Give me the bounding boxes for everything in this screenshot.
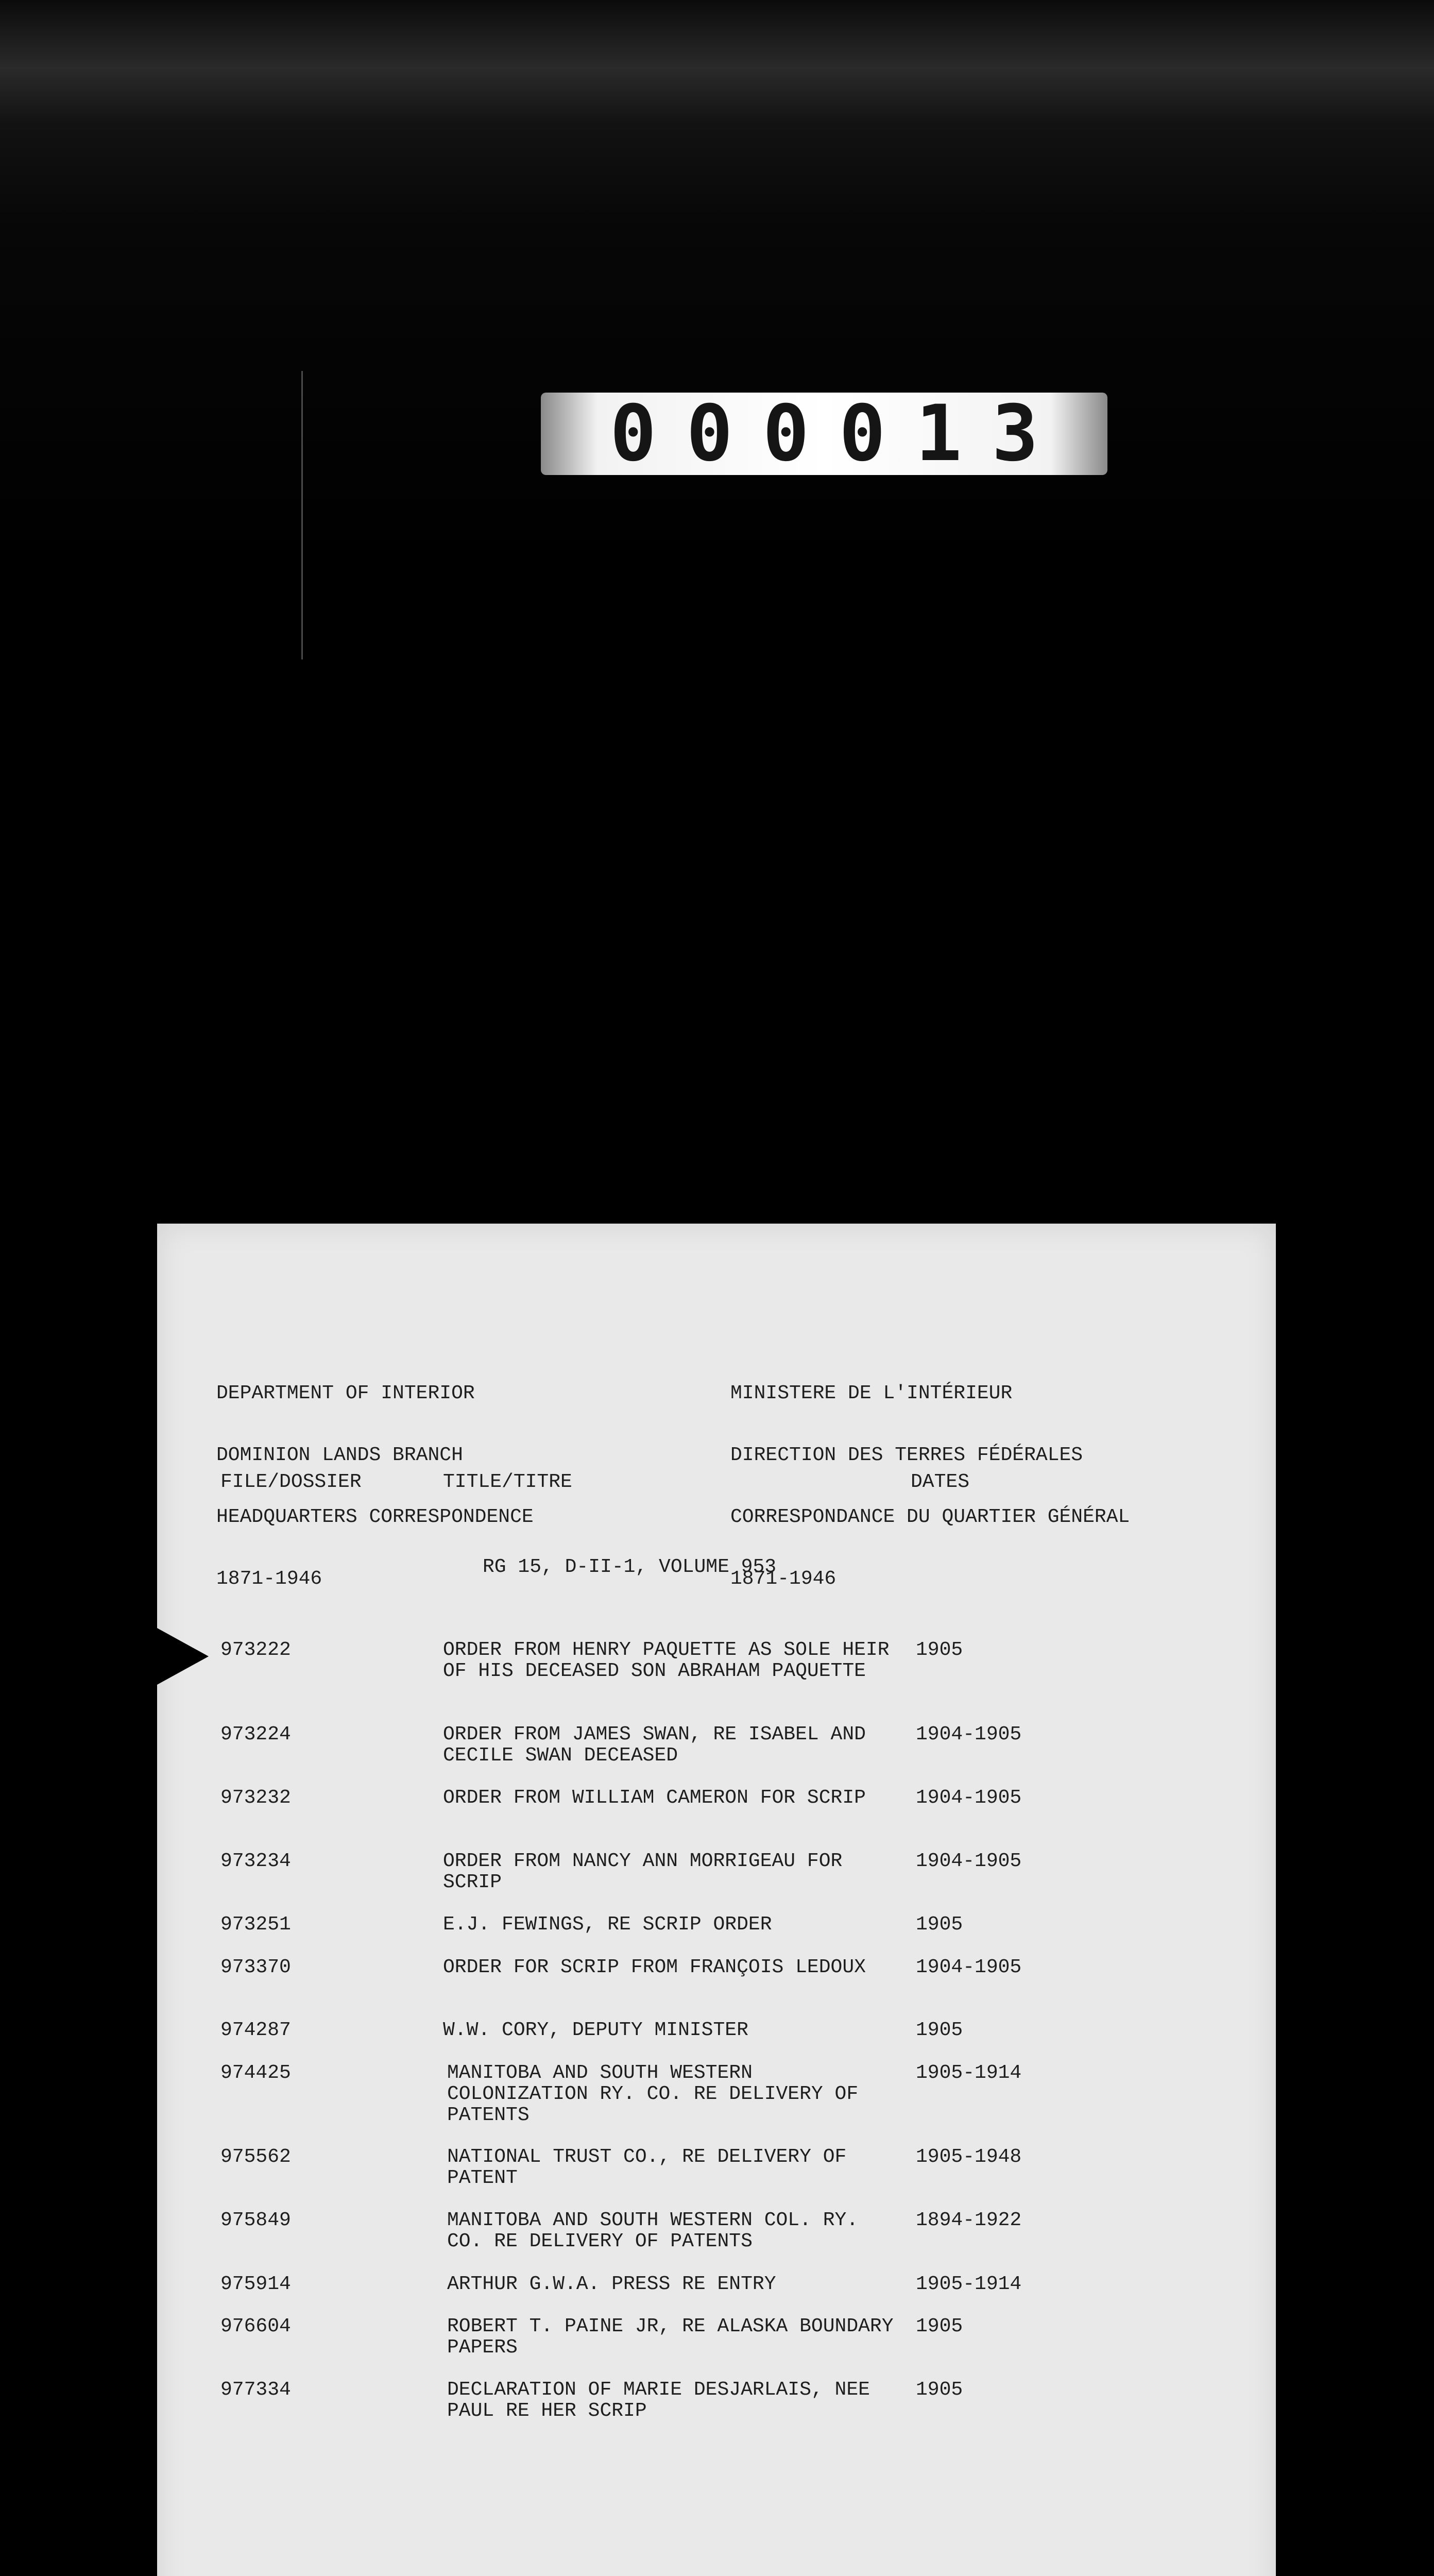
entry-dates: 1905 bbox=[916, 2315, 963, 2337]
entry-dates: 1904-1905 bbox=[916, 1723, 1022, 1745]
entry-title: MANITOBA AND SOUTH WESTERN COL. RY. CO. RE DELIVERY OF PATENTS bbox=[447, 2209, 859, 2252]
page-notch-mark bbox=[157, 1628, 209, 1685]
column-header-file: FILE/DOSSIER bbox=[220, 1471, 362, 1493]
entry-file-number: 976604 bbox=[220, 2315, 291, 2337]
entry-file-number: 973222 bbox=[220, 1639, 291, 1661]
film-scratch bbox=[301, 371, 303, 659]
entry-dates: 1894-1922 bbox=[916, 2209, 1022, 2231]
entry-title: ORDER FROM JAMES SWAN, RE ISABEL AND CECILE SWAN DECEASED bbox=[443, 1723, 866, 1767]
entry-dates: 1905-1948 bbox=[916, 2146, 1022, 2168]
film-leader-background bbox=[0, 0, 1434, 567]
entry-title: NATIONAL TRUST CO., RE DELIVERY OF PATENT bbox=[447, 2146, 847, 2189]
frame-counter-number: 000013 bbox=[610, 389, 1068, 479]
entry-file-number: 975914 bbox=[220, 2273, 291, 2295]
header-left-line: HEADQUARTERS CORRESPONDENCE bbox=[216, 1506, 534, 1528]
entry-file-number: 974425 bbox=[220, 2062, 291, 2084]
header-right-line: 1871-1946 bbox=[730, 1568, 836, 1590]
entry-title: ARTHUR G.W.A. PRESS RE ENTRY bbox=[447, 2273, 776, 2295]
frame-counter bbox=[541, 389, 1107, 479]
entry-title: ROBERT T. PAINE JR, RE ALASKA BOUNDARY PAPERS bbox=[447, 2315, 894, 2359]
header-left-line: DEPARTMENT OF INTERIOR bbox=[216, 1382, 475, 1404]
entry-file-number: 975562 bbox=[220, 2146, 291, 2168]
entry-title: ORDER FOR SCRIP FROM FRANÇOIS LEDOUX bbox=[443, 1956, 866, 1978]
entry-file-number: 973251 bbox=[220, 1913, 291, 1936]
entry-dates: 1905-1914 bbox=[916, 2273, 1022, 2295]
header-right-line: CORRESPONDANCE DU QUARTIER GÉNÉRAL bbox=[730, 1506, 1130, 1528]
entry-title: ORDER FROM HENRY PAQUETTE AS SOLE HEIR OF HIS DECEASED SON ABRAHAM PAQUETTE bbox=[443, 1639, 890, 1682]
header-left-line: 1871-1946 bbox=[216, 1568, 322, 1590]
header-right-line: MINISTERE DE L'INTÉRIEUR bbox=[730, 1382, 1013, 1404]
column-header-title: TITLE/TITRE bbox=[443, 1471, 572, 1493]
header-right-line: DIRECTION DES TERRES FÉDÉRALES bbox=[730, 1444, 1083, 1466]
entry-dates: 1905 bbox=[916, 1639, 963, 1661]
volume-heading: RG 15, D-II-1, VOLUME 953 bbox=[483, 1556, 777, 1578]
entry-file-number: 975849 bbox=[220, 2209, 291, 2231]
entry-title: ORDER FROM NANCY ANN MORRIGEAU FOR SCRIP bbox=[443, 1850, 843, 1893]
entry-title: ORDER FROM WILLIAM CAMERON FOR SCRIP bbox=[443, 1787, 866, 1809]
entry-title: DECLARATION OF MARIE DESJARLAIS, NEE PAUL RE HER SCRIP bbox=[447, 2379, 870, 2422]
column-header-dates: DATES bbox=[911, 1471, 970, 1493]
entry-title: W.W. CORY, DEPUTY MINISTER bbox=[443, 2019, 748, 2041]
entry-dates: 1904-1905 bbox=[916, 1787, 1022, 1809]
entry-file-number: 973232 bbox=[220, 1787, 291, 1809]
entry-dates: 1905-1914 bbox=[916, 2062, 1022, 2084]
header-left-line: DOMINION LANDS BRANCH bbox=[216, 1444, 463, 1466]
entry-file-number: 977334 bbox=[220, 2379, 291, 2401]
entry-dates: 1904-1905 bbox=[916, 1850, 1022, 1872]
entry-dates: 1905 bbox=[916, 1913, 963, 1936]
entry-dates: 1904-1905 bbox=[916, 1956, 1022, 1978]
entry-file-number: 973224 bbox=[220, 1723, 291, 1745]
entry-dates: 1905 bbox=[916, 2019, 963, 2041]
entry-file-number: 974287 bbox=[220, 2019, 291, 2041]
entry-dates: 1905 bbox=[916, 2379, 963, 2401]
entry-file-number: 973370 bbox=[220, 1956, 291, 1978]
entry-file-number: 973234 bbox=[220, 1850, 291, 1872]
entry-title: E.J. FEWINGS, RE SCRIP ORDER bbox=[443, 1913, 772, 1936]
entry-title: MANITOBA AND SOUTH WESTERN COLONIZATION RY. CO. RE DELIVERY OF PATENTS bbox=[447, 2062, 859, 2126]
